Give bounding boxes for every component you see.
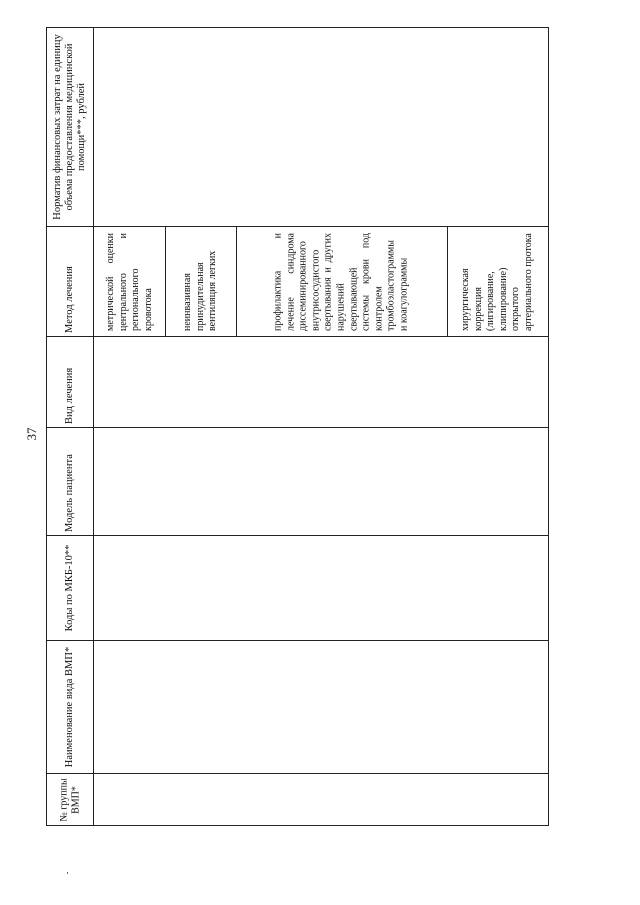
header-cell-icd-codes: [47, 536, 93, 640]
method-row-3: [237, 227, 447, 336]
header-norm-text: Норматив финансовых затрат на единицу объема предоставления медицинской помощи***, рублей: [52, 33, 87, 220]
method-row-2: [166, 227, 236, 336]
page-number: 37: [24, 427, 39, 441]
header-patient-model-text: Модель пациента: [64, 453, 75, 532]
method-row-3-text: профилактика и лечение синдрома диссеминированного внутрисосудистого свертывания и других нарушений свертывающей системы крови под контролем тромбоэластограммы и коагулограммы: [272, 232, 410, 331]
method-row-1: [94, 227, 165, 336]
method-row-2-text: неинвазивная принудительная вентиляция легких: [182, 250, 219, 331]
header-icd-codes-text: Коды по МКБ-10**: [64, 544, 75, 632]
method-row-4: [448, 227, 548, 336]
header-cell-treatment-type: [47, 337, 93, 427]
method-row-4-text: хирургическая коррекция (лигирование, клипирование) открытого артериального протока: [460, 232, 535, 331]
header-treatment-type-text: Вид лечения: [64, 367, 75, 424]
header-vmp-name-text: Наименование вида ВМП*: [64, 646, 75, 768]
header-cell-patient-model: [47, 428, 93, 535]
header-cell-vmp-name: [47, 641, 93, 773]
header-method-text: Метод лечения: [64, 265, 75, 333]
header-group-number-text: № группы ВМП*: [58, 777, 81, 822]
header-cell-norm: [47, 27, 93, 226]
header-cell-group-number: [47, 774, 93, 825]
header-cell-method: [47, 227, 93, 336]
method-row-1-text: метрической оценки центрального и регионального кровотока: [104, 232, 154, 331]
